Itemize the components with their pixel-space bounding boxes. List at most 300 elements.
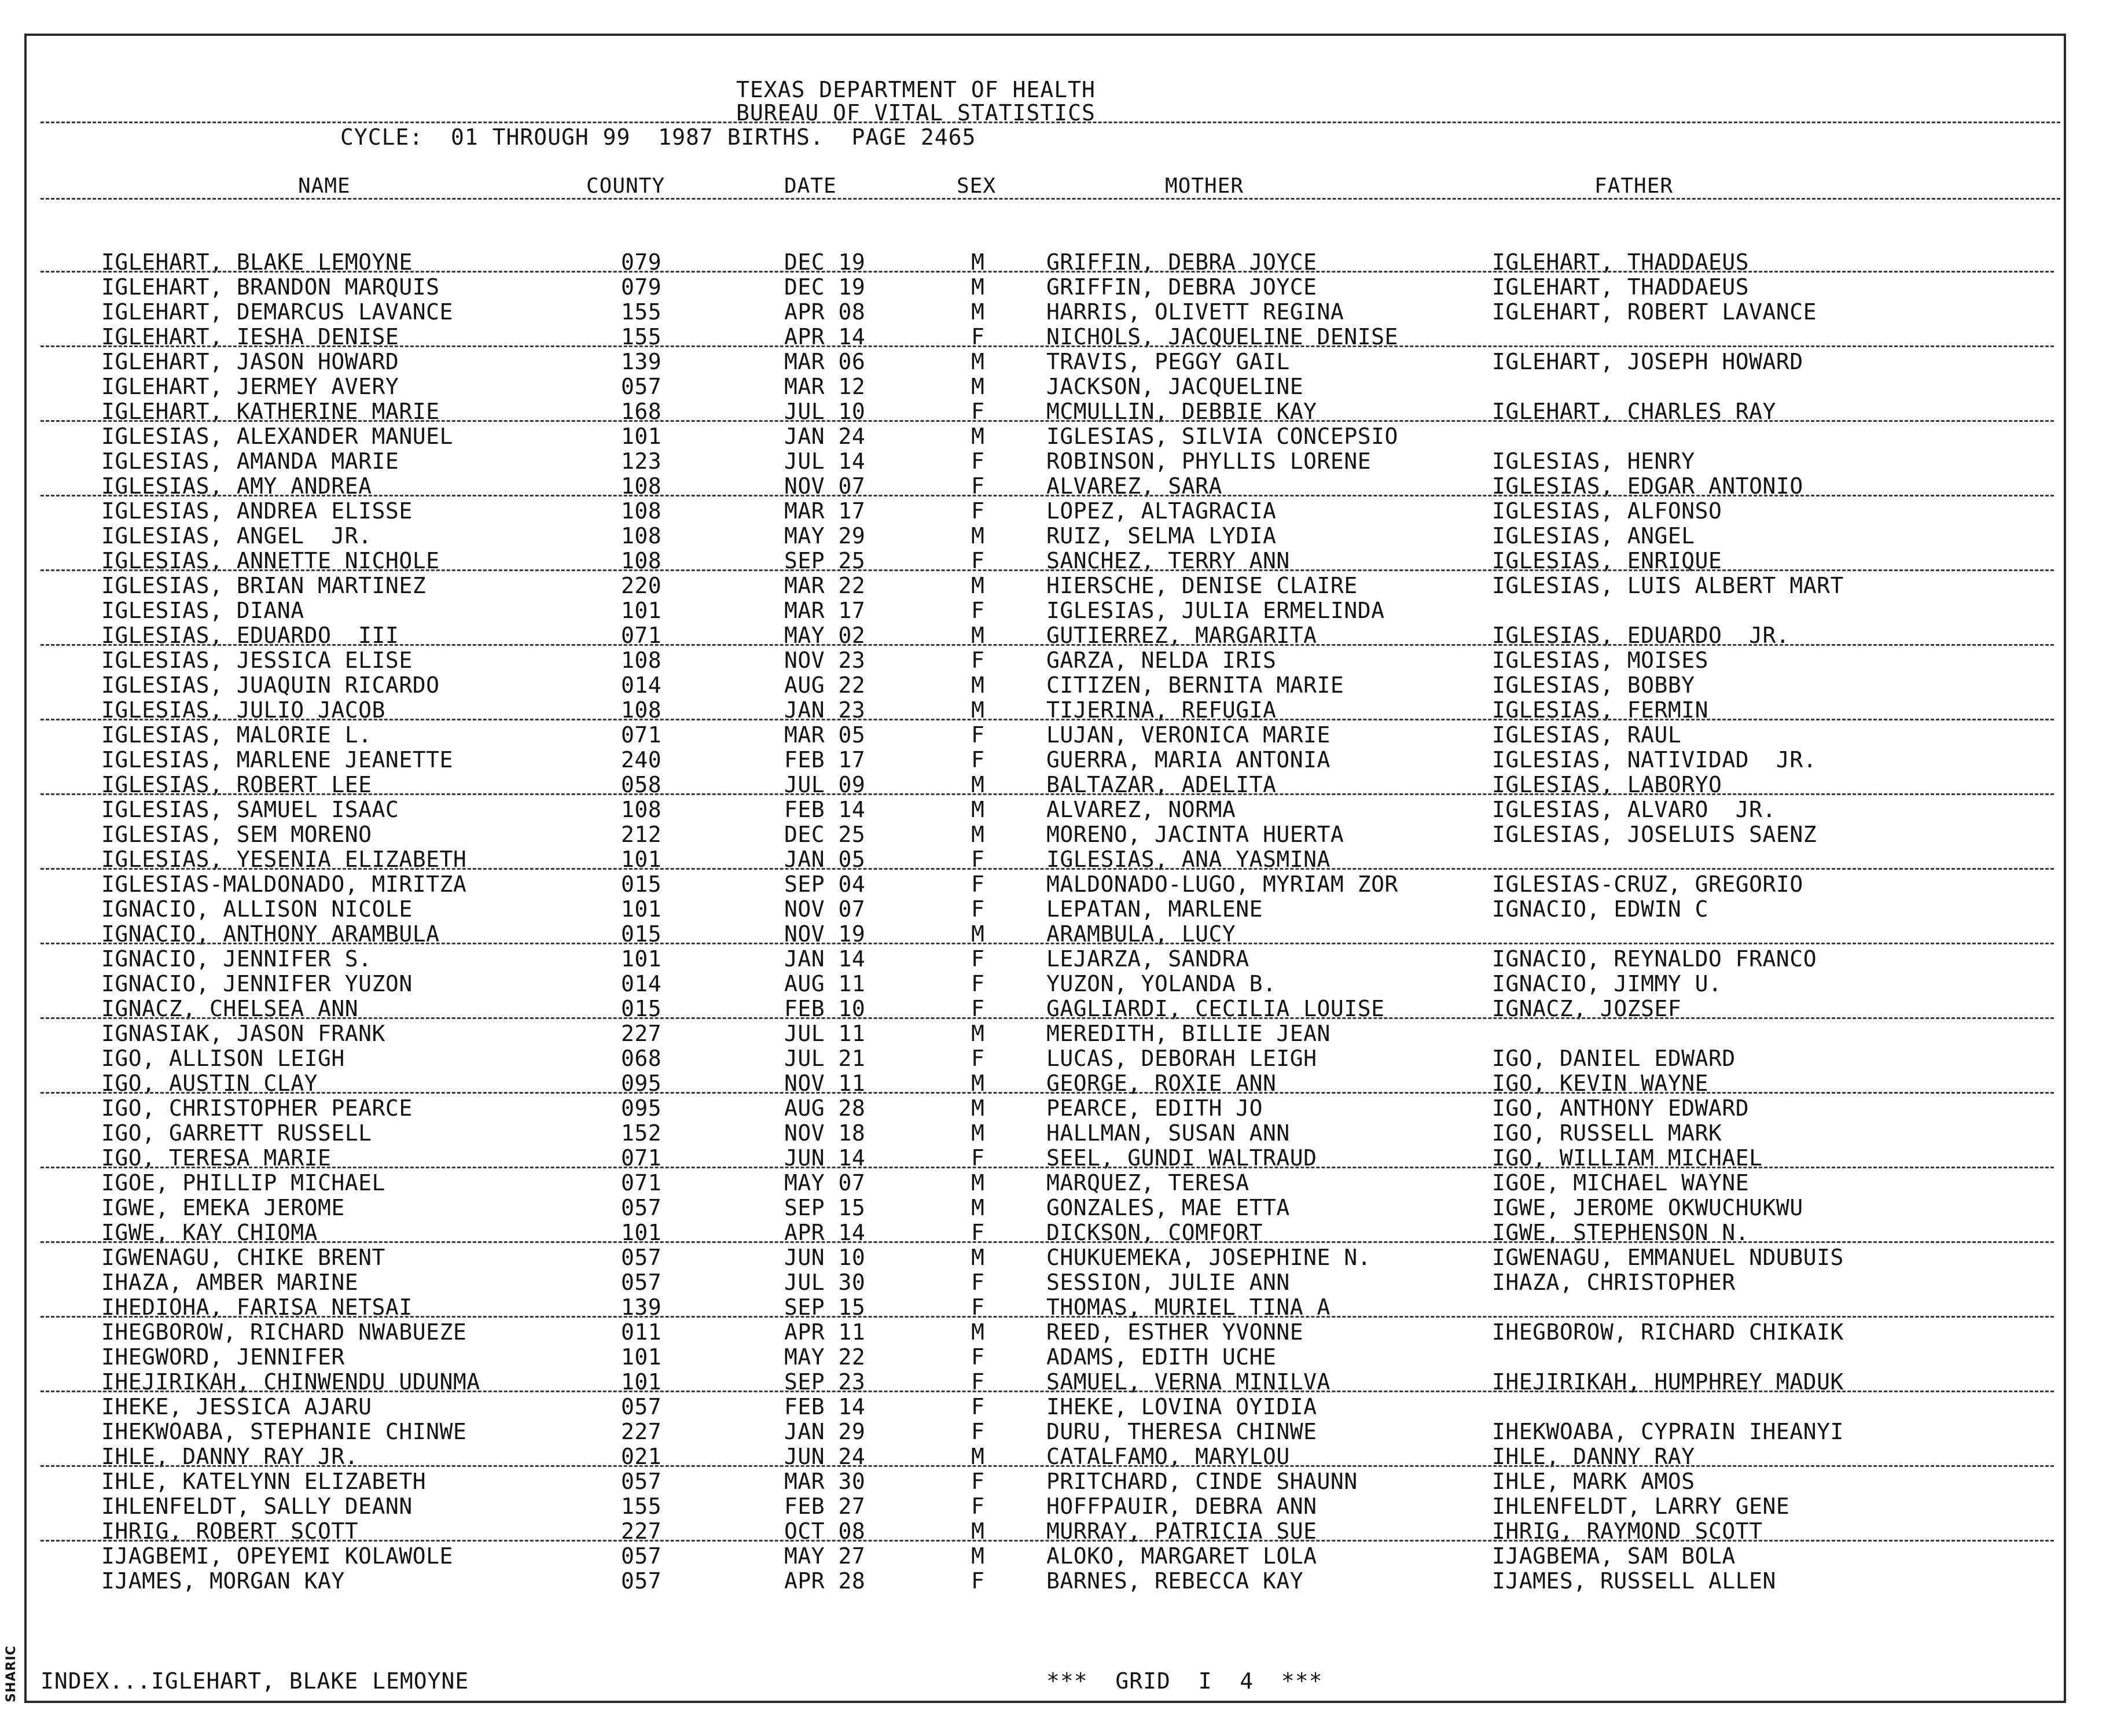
date-cell: APR 28 xyxy=(784,1568,866,1594)
date-cell: MAY 22 xyxy=(784,1344,866,1370)
table-row xyxy=(0,1220,2106,1245)
county-cell: 108 xyxy=(621,498,662,524)
father-cell: IGNACIO, JIMMY U. xyxy=(1492,971,1722,996)
sex-cell: F xyxy=(971,1469,985,1494)
sex-cell: M xyxy=(971,672,985,698)
father-cell: IGNACIO, REYNALDO FRANCO xyxy=(1492,946,1817,972)
county-cell: 079 xyxy=(621,274,662,300)
mother-cell: LEJARZA, SANDRA xyxy=(1046,946,1249,972)
sex-cell: F xyxy=(971,1568,985,1594)
table-row xyxy=(0,922,2106,947)
father-cell: IJAMES, RUSSELL ALLEN xyxy=(1492,1568,1776,1594)
father-cell: IHLENFELDT, LARRY GENE xyxy=(1492,1494,1790,1519)
county-cell: 057 xyxy=(621,1394,662,1419)
name-cell: IGLESIAS, SAMUEL ISAAC xyxy=(101,797,399,822)
table-row xyxy=(0,1519,2106,1544)
county-cell: 015 xyxy=(621,996,662,1021)
sex-cell: M xyxy=(971,623,985,648)
father-cell: IHEGBOROW, RICHARD CHIKAIK xyxy=(1492,1319,1844,1345)
father-cell: IGLESIAS, RAUL xyxy=(1492,722,1682,748)
date-cell: APR 08 xyxy=(784,299,866,325)
mother-cell: SESSION, JULIE ANN xyxy=(1046,1270,1290,1295)
sex-cell: F xyxy=(971,747,985,773)
sex-cell: M xyxy=(971,523,985,549)
table-row xyxy=(0,573,2106,598)
father-cell: IGWE, STEPHENSON N. xyxy=(1492,1220,1750,1245)
county-cell: 014 xyxy=(621,672,662,698)
father-cell: IHEJIRIKAH, HUMPHREY MADUK xyxy=(1492,1369,1844,1395)
table-row xyxy=(0,723,2106,748)
mother-cell: LUJAN, VERONICA MARIE xyxy=(1046,722,1331,748)
name-cell: IGLESIAS, ROBERT LEE xyxy=(101,772,372,797)
mother-cell: GEORGE, ROXIE ANN xyxy=(1046,1071,1277,1096)
mother-cell: ALOKO, MARGARET LOLA xyxy=(1046,1543,1317,1569)
date-cell: FEB 14 xyxy=(784,1394,866,1419)
bureau-title: BUREAU OF VITAL STATISTICS xyxy=(736,100,1096,126)
date-cell: MAY 29 xyxy=(784,523,866,549)
table-row xyxy=(0,1121,2106,1146)
table-row xyxy=(0,1295,2106,1320)
date-cell: JUN 24 xyxy=(784,1444,866,1469)
table-row xyxy=(0,698,2106,723)
county-cell: 155 xyxy=(621,324,662,350)
county-cell: 015 xyxy=(621,871,662,897)
sex-cell: F xyxy=(971,648,985,673)
county-cell: 071 xyxy=(621,1170,662,1196)
mother-cell: ADAMS, EDITH UCHE xyxy=(1046,1344,1277,1370)
date-cell: OCT 08 xyxy=(784,1518,866,1544)
table-row xyxy=(0,996,2106,1021)
county-cell: 108 xyxy=(621,473,662,499)
father-cell: IGO, WILLIAM MICHAEL xyxy=(1492,1145,1763,1171)
father-cell: IGWE, JEROME OKWUCHUKWU xyxy=(1492,1195,1803,1220)
mother-cell: NICHOLS, JACQUELINE DENISE xyxy=(1046,324,1398,350)
county-cell: 108 xyxy=(621,648,662,673)
sex-cell: F xyxy=(971,1369,985,1395)
table-row xyxy=(0,1444,2106,1469)
father-cell: IGLESIAS, EDUARDO JR. xyxy=(1492,623,1790,648)
sex-cell: F xyxy=(971,324,985,350)
sex-cell: M xyxy=(971,1543,985,1569)
name-cell: IHLE, DANNY RAY JR. xyxy=(101,1444,359,1469)
mother-cell: REED, ESTHER YVONNE xyxy=(1046,1319,1304,1345)
table-row xyxy=(0,1146,2106,1171)
table-row xyxy=(0,250,2106,275)
name-cell: IGO, CHRISTOPHER PEARCE xyxy=(101,1095,413,1121)
table-row xyxy=(0,1245,2106,1270)
name-cell: IGNACIO, JENNIFER YUZON xyxy=(101,971,413,996)
sex-cell: F xyxy=(971,722,985,748)
mother-cell: MURRAY, PATRICIA SUE xyxy=(1046,1518,1317,1544)
father-cell: IGLESIAS, MOISES xyxy=(1492,648,1709,673)
sex-cell: M xyxy=(971,274,985,300)
county-cell: 057 xyxy=(621,1245,662,1270)
name-cell: IGNASIAK, JASON FRANK xyxy=(101,1021,385,1046)
mother-cell: RUIZ, SELMA LYDIA xyxy=(1046,523,1277,549)
date-cell: MAR 12 xyxy=(784,374,866,399)
name-cell: IGLEHART, JASON HOWARD xyxy=(101,349,399,374)
mother-cell: BARNES, REBECCA KAY xyxy=(1046,1568,1304,1594)
mother-cell: HARRIS, OLIVETT REGINA xyxy=(1046,299,1344,325)
name-cell: IGLESIAS, AMY ANDREA xyxy=(101,473,372,499)
county-cell: 014 xyxy=(621,971,662,996)
date-cell: NOV 19 xyxy=(784,921,866,947)
date-cell: APR 11 xyxy=(784,1319,866,1345)
father-cell: IGLESIAS, JOSELUIS SAENZ xyxy=(1492,822,1817,847)
table-row xyxy=(0,549,2106,573)
sex-cell: M xyxy=(971,1120,985,1146)
table-row xyxy=(0,1071,2106,1096)
date-cell: DEC 25 xyxy=(784,822,866,847)
name-cell: IHLE, KATELYNN ELIZABETH xyxy=(101,1469,427,1494)
name-cell: IHEKWOABA, STEPHANIE CHINWE xyxy=(101,1419,467,1444)
mother-cell: HIERSCHE, DENISE CLAIRE xyxy=(1046,573,1358,598)
name-cell: IGWE, KAY CHIOMA xyxy=(101,1220,318,1245)
sex-cell: M xyxy=(971,424,985,449)
county-cell: 011 xyxy=(621,1319,662,1345)
father-cell: IHLE, MARK AMOS xyxy=(1492,1469,1695,1494)
county-cell: 139 xyxy=(621,1294,662,1320)
mother-cell: GUERRA, MARIA ANTONIA xyxy=(1046,747,1331,773)
name-cell: IJAMES, MORGAN KAY xyxy=(101,1568,345,1594)
father-cell: IGLESIAS-CRUZ, GREGORIO xyxy=(1492,871,1803,897)
table-row xyxy=(0,1196,2106,1220)
name-cell: IJAGBEMI, OPEYEMI KOLAWOLE xyxy=(101,1543,453,1569)
table-row xyxy=(0,524,2106,549)
mother-cell: SAMUEL, VERNA MINILVA xyxy=(1046,1369,1331,1395)
father-cell: IGOE, MICHAEL WAYNE xyxy=(1492,1170,1750,1196)
sex-cell: M xyxy=(971,1319,985,1345)
mother-cell: GRIFFIN, DEBRA JOYCE xyxy=(1046,249,1317,275)
father-cell: IGLEHART, ROBERT LAVANCE xyxy=(1492,299,1817,325)
sex-cell: M xyxy=(971,299,985,325)
father-cell: IGLEHART, THADDAEUS xyxy=(1492,249,1750,275)
table-row xyxy=(0,374,2106,399)
name-cell: IHAZA, AMBER MARINE xyxy=(101,1270,359,1295)
date-cell: MAR 17 xyxy=(784,598,866,623)
date-cell: AUG 22 xyxy=(784,672,866,698)
table-row xyxy=(0,872,2106,897)
date-cell: SEP 15 xyxy=(784,1195,866,1220)
date-cell: JUN 14 xyxy=(784,1145,866,1171)
sex-cell: F xyxy=(971,473,985,499)
sex-cell: F xyxy=(971,1294,985,1320)
table-row xyxy=(0,773,2106,797)
sex-cell: F xyxy=(971,548,985,573)
name-cell: IGO, TERESA MARIE xyxy=(101,1145,332,1171)
name-cell: IGLEHART, KATHERINE MARIE xyxy=(101,399,440,424)
table-row xyxy=(0,449,2106,474)
name-cell: IGWE, EMEKA JEROME xyxy=(101,1195,345,1220)
date-cell: NOV 11 xyxy=(784,1071,866,1096)
date-cell: FEB 10 xyxy=(784,996,866,1021)
name-cell: IGLESIAS-MALDONADO, MIRITZA xyxy=(101,871,467,897)
county-cell: 071 xyxy=(621,1145,662,1171)
county-cell: 139 xyxy=(621,349,662,374)
county-cell: 108 xyxy=(621,697,662,723)
county-cell: 220 xyxy=(621,573,662,598)
name-cell: IGWENAGU, CHIKE BRENT xyxy=(101,1245,385,1270)
name-cell: IGLESIAS, MALORIE L. xyxy=(101,722,372,748)
mother-cell: IGLESIAS, SILVIA CONCEPSIO xyxy=(1046,424,1398,449)
name-cell: IGLESIAS, EDUARDO III xyxy=(101,623,399,648)
sex-cell: F xyxy=(971,1145,985,1171)
mother-cell: MALDONADO-LUGO, MYRIAM ZOR xyxy=(1046,871,1398,897)
mother-cell: LEPATAN, MARLENE xyxy=(1046,896,1263,922)
sex-cell: F xyxy=(971,1419,985,1444)
sex-cell: F xyxy=(971,946,985,972)
name-cell: IGLESIAS, YESENIA ELIZABETH xyxy=(101,847,467,872)
sex-cell: F xyxy=(971,871,985,897)
date-cell: NOV 07 xyxy=(784,473,866,499)
date-cell: JAN 23 xyxy=(784,697,866,723)
sex-cell: F xyxy=(971,1394,985,1419)
table-row xyxy=(0,972,2106,996)
county-cell: 057 xyxy=(621,1543,662,1569)
date-cell: MAY 27 xyxy=(784,1543,866,1569)
county-cell: 095 xyxy=(621,1095,662,1121)
date-cell: MAR 05 xyxy=(784,722,866,748)
sex-cell: M xyxy=(971,1021,985,1046)
father-cell: IGO, RUSSELL MARK xyxy=(1492,1120,1722,1146)
table-row xyxy=(0,822,2106,847)
county-cell: 227 xyxy=(621,1021,662,1046)
date-cell: JUL 14 xyxy=(784,448,866,474)
sex-cell: F xyxy=(971,1220,985,1245)
date-cell: JAN 05 xyxy=(784,847,866,872)
date-cell: JAN 29 xyxy=(784,1419,866,1444)
sex-cell: M xyxy=(971,1245,985,1270)
sex-cell: M xyxy=(971,797,985,822)
county-cell: 101 xyxy=(621,1344,662,1370)
father-cell: IGO, ANTHONY EDWARD xyxy=(1492,1095,1750,1121)
county-cell: 123 xyxy=(621,448,662,474)
table-row xyxy=(0,350,2106,374)
name-cell: IGO, AUSTIN CLAY xyxy=(101,1071,318,1096)
father-cell: IGLESIAS, ALVARO JR. xyxy=(1492,797,1776,822)
name-cell: IGLESIAS, ALEXANDER MANUEL xyxy=(101,424,453,449)
mother-cell: TIJERINA, REFUGIA xyxy=(1046,697,1277,723)
table-row xyxy=(0,1469,2106,1494)
column-header-divider xyxy=(41,198,2060,200)
name-cell: IGLESIAS, DIANA xyxy=(101,598,304,623)
county-cell: 101 xyxy=(621,598,662,623)
county-cell: 057 xyxy=(621,1469,662,1494)
name-cell: IGLESIAS, ANNETTE NICHOLE xyxy=(101,548,440,573)
date-cell: NOV 23 xyxy=(784,648,866,673)
table-row xyxy=(0,325,2106,350)
mother-cell: GUTIERREZ, MARGARITA xyxy=(1046,623,1317,648)
table-row xyxy=(0,1345,2106,1370)
mother-cell: THOMAS, MURIEL TINA A xyxy=(1046,1294,1331,1320)
father-cell: IGNACIO, EDWIN C xyxy=(1492,896,1709,922)
name-cell: IGNACZ, CHELSEA ANN xyxy=(101,996,359,1021)
mother-cell: TRAVIS, PEGGY GAIL xyxy=(1046,349,1290,374)
father-cell: IGLESIAS, FERMIN xyxy=(1492,697,1709,723)
county-cell: 155 xyxy=(621,1494,662,1519)
table-row xyxy=(0,499,2106,524)
county-cell: 101 xyxy=(621,946,662,972)
sex-cell: M xyxy=(971,249,985,275)
table-row xyxy=(0,1021,2106,1046)
date-cell: FEB 27 xyxy=(784,1494,866,1519)
name-cell: IGLESIAS, JUAQUIN RICARDO xyxy=(101,672,440,698)
table-row xyxy=(0,1046,2106,1071)
date-cell: NOV 07 xyxy=(784,896,866,922)
name-cell: IHEKE, JESSICA AJARU xyxy=(101,1394,372,1419)
sex-cell: M xyxy=(971,697,985,723)
mother-cell: SANCHEZ, TERRY ANN xyxy=(1046,548,1290,573)
date-cell: JUL 10 xyxy=(784,399,866,424)
mother-cell: IGLESIAS, ANA YASMINA xyxy=(1046,847,1331,872)
date-cell: SEP 25 xyxy=(784,548,866,573)
father-cell: IGLEHART, JOSEPH HOWARD xyxy=(1492,349,1803,374)
mother-cell: IGLESIAS, JULIA ERMELINDA xyxy=(1046,598,1385,623)
sex-cell: M xyxy=(971,772,985,797)
mother-cell: CATALFAMO, MARYLOU xyxy=(1046,1444,1290,1469)
father-cell: IGLESIAS, LUIS ALBERT MART xyxy=(1492,573,1844,598)
table-row xyxy=(0,1270,2106,1295)
county-cell: 057 xyxy=(621,1568,662,1594)
county-cell: 101 xyxy=(621,896,662,922)
mother-cell: CITIZEN, BERNITA MARIE xyxy=(1046,672,1344,698)
index-footer: INDEX...IGLEHART, BLAKE LEMOYNE xyxy=(41,1668,469,1694)
mother-cell: YUZON, YOLANDA B. xyxy=(1046,971,1277,996)
name-cell: IGLESIAS, BRIAN MARTINEZ xyxy=(101,573,427,598)
table-row xyxy=(0,424,2106,449)
name-cell: IHRIG, ROBERT SCOTT xyxy=(101,1518,359,1544)
mother-cell: HOFFPAUIR, DEBRA ANN xyxy=(1046,1494,1317,1519)
name-cell: IHLENFELDT, SALLY DEANN xyxy=(101,1494,413,1519)
table-row xyxy=(0,797,2106,822)
mother-cell: DICKSON, COMFORT xyxy=(1046,1220,1263,1245)
mother-cell: PEARCE, EDITH JO xyxy=(1046,1095,1263,1121)
date-cell: JUL 30 xyxy=(784,1270,866,1295)
sex-cell: F xyxy=(971,996,985,1021)
county-cell: 068 xyxy=(621,1046,662,1071)
name-cell: IHEDIOHA, FARISA NETSAI xyxy=(101,1294,413,1320)
county-cell: 108 xyxy=(621,523,662,549)
sex-cell: F xyxy=(971,1494,985,1519)
name-cell: IGLEHART, BRANDON MARQUIS xyxy=(101,274,440,300)
table-row xyxy=(0,897,2106,922)
name-cell: IGLESIAS, JULIO JACOB xyxy=(101,697,385,723)
name-cell: IGLESIAS, JESSICA ELISE xyxy=(101,648,413,673)
county-cell: 168 xyxy=(621,399,662,424)
table-row xyxy=(0,748,2106,773)
father-cell: IHLE, DANNY RAY xyxy=(1492,1444,1695,1469)
name-cell: IGO, GARRETT RUSSELL xyxy=(101,1120,372,1146)
date-cell: JUL 21 xyxy=(784,1046,866,1071)
mother-cell: ALVAREZ, SARA xyxy=(1046,473,1222,499)
date-cell: FEB 14 xyxy=(784,797,866,822)
date-cell: MAR 22 xyxy=(784,573,866,598)
sex-cell: M xyxy=(971,1444,985,1469)
father-cell: IGLESIAS, ENRIQUE xyxy=(1492,548,1722,573)
sex-cell: F xyxy=(971,1046,985,1071)
county-cell: 152 xyxy=(621,1120,662,1146)
name-cell: IGLESIAS, ANGEL JR. xyxy=(101,523,372,549)
table-row xyxy=(0,1569,2106,1594)
county-cell: 212 xyxy=(621,822,662,847)
sex-cell: M xyxy=(971,349,985,374)
sex-cell: F xyxy=(971,448,985,474)
county-cell: 101 xyxy=(621,424,662,449)
sex-cell: M xyxy=(971,573,985,598)
table-row xyxy=(0,847,2106,872)
name-cell: IGLESIAS, MARLENE JEANETTE xyxy=(101,747,453,773)
sex-cell: F xyxy=(971,399,985,424)
sex-cell: M xyxy=(971,822,985,847)
grid-footer: *** GRID I 4 *** xyxy=(1046,1668,1323,1694)
mother-cell: MEREDITH, BILLIE JEAN xyxy=(1046,1021,1331,1046)
sex-cell: M xyxy=(971,921,985,947)
date-cell: JAN 24 xyxy=(784,424,866,449)
mother-cell: JACKSON, JACQUELINE xyxy=(1046,374,1304,399)
date-cell: AUG 28 xyxy=(784,1095,866,1121)
father-cell: IGLESIAS, HENRY xyxy=(1492,448,1695,474)
sex-cell: M xyxy=(971,1095,985,1121)
father-cell: IJAGBEMA, SAM BOLA xyxy=(1492,1543,1736,1569)
table-row xyxy=(0,1320,2106,1345)
county-cell: 021 xyxy=(621,1444,662,1469)
date-cell: SEP 04 xyxy=(784,871,866,897)
date-cell: JUL 09 xyxy=(784,772,866,797)
mother-cell: GONZALES, MAE ETTA xyxy=(1046,1195,1290,1220)
table-row xyxy=(0,474,2106,499)
county-cell: 101 xyxy=(621,1369,662,1395)
name-cell: IGNACIO, ALLISON NICOLE xyxy=(101,896,413,922)
county-cell: 155 xyxy=(621,299,662,325)
sex-cell: F xyxy=(971,1270,985,1295)
county-cell: 240 xyxy=(621,747,662,773)
sex-cell: M xyxy=(971,1071,985,1096)
county-cell: 058 xyxy=(621,772,662,797)
name-cell: IGLEHART, BLAKE LEMOYNE xyxy=(101,249,413,275)
table-row xyxy=(0,300,2106,325)
county-cell: 079 xyxy=(621,249,662,275)
mother-cell: MORENO, JACINTA HUERTA xyxy=(1046,822,1344,847)
name-cell: IGLESIAS, AMANDA MARIE xyxy=(101,448,399,474)
sex-cell: F xyxy=(971,1344,985,1370)
mother-cell: ARAMBULA, LUCY xyxy=(1046,921,1236,947)
county-cell: 227 xyxy=(621,1419,662,1444)
table-row xyxy=(0,673,2106,698)
father-cell: IGLESIAS, NATIVIDAD JR. xyxy=(1492,747,1817,773)
mother-cell: ALVAREZ, NORMA xyxy=(1046,797,1236,822)
father-cell: IGO, DANIEL EDWARD xyxy=(1492,1046,1736,1071)
county-cell: 227 xyxy=(621,1518,662,1544)
father-cell: IGLEHART, CHARLES RAY xyxy=(1492,399,1776,424)
mother-cell: IHEKE, LOVINA OYIDIA xyxy=(1046,1394,1317,1419)
mother-cell: CHUKUEMEKA, JOSEPHINE N. xyxy=(1046,1245,1372,1270)
name-cell: IGLEHART, IESHA DENISE xyxy=(101,324,399,350)
father-cell: IGLESIAS, ANGEL xyxy=(1492,523,1695,549)
mother-cell: MARQUEZ, TERESA xyxy=(1046,1170,1249,1196)
date-cell: FEB 17 xyxy=(784,747,866,773)
sex-cell: M xyxy=(971,1518,985,1544)
table-row xyxy=(0,1494,2106,1519)
column-header-county: COUNTY xyxy=(586,174,666,198)
sex-cell: F xyxy=(971,598,985,623)
mother-cell: PRITCHARD, CINDE SHAUNN xyxy=(1046,1469,1358,1494)
father-cell: IHEKWOABA, CYPRAIN IHEANYI xyxy=(1492,1419,1844,1444)
date-cell: DEC 19 xyxy=(784,249,866,275)
name-cell: IGNACIO, JENNIFER S. xyxy=(101,946,372,972)
name-cell: IHEGWORD, JENNIFER xyxy=(101,1344,345,1370)
father-cell: IGLESIAS, BOBBY xyxy=(1492,672,1695,698)
name-cell: IGO, ALLISON LEIGH xyxy=(101,1046,345,1071)
